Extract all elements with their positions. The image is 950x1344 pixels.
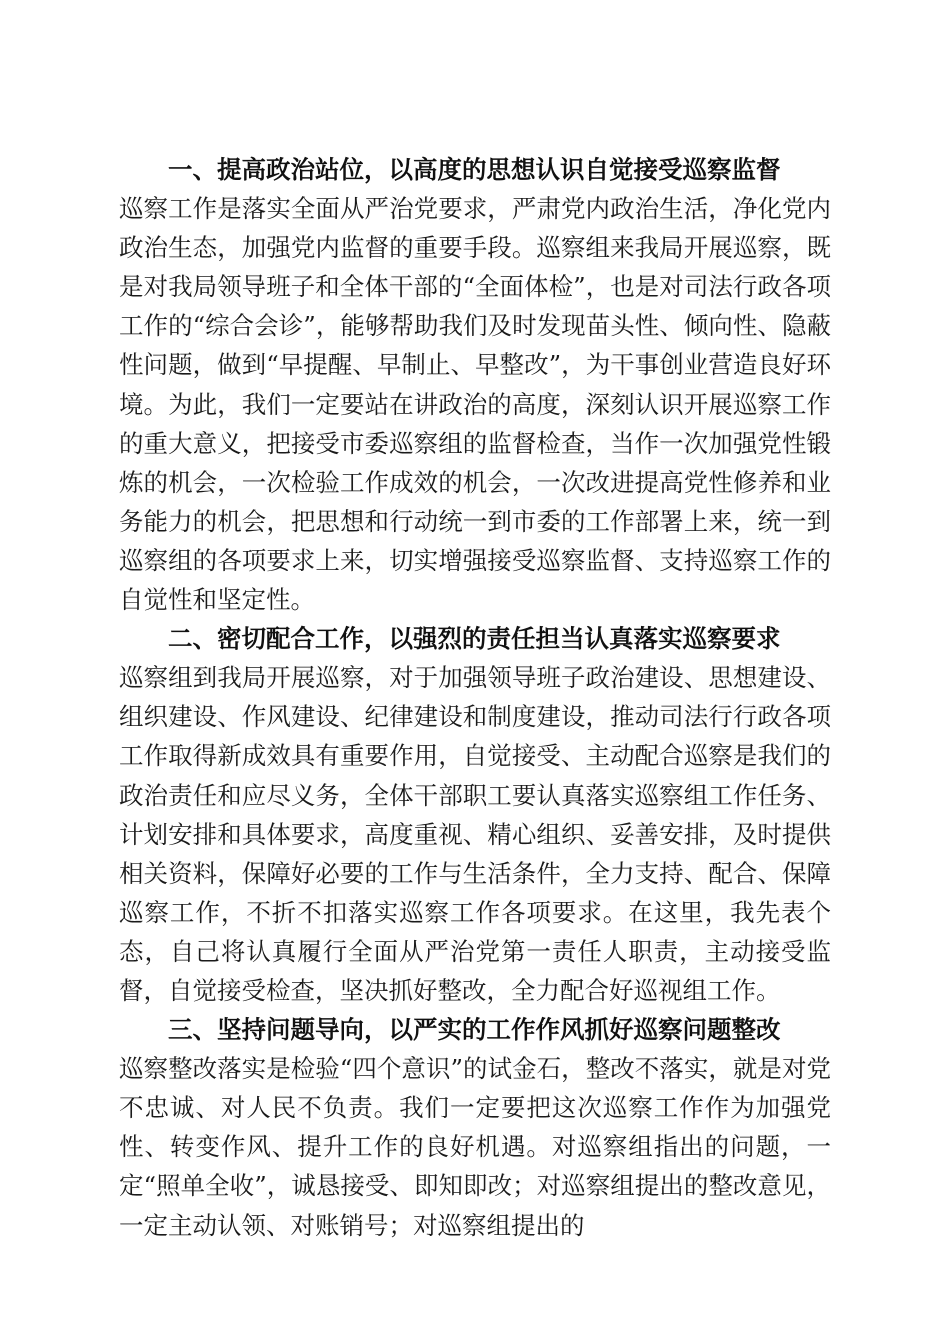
section-3-paragraph: 巡察整改落实是检验“四个意识”的试金石，整改不落实，就是对党不忠诚、对人民不负责。我们一定要把这次巡察工作作为加强党性、转变作风、提升工作的良好机遇。对巡察组指出的问题，一定“照单全收”，诚恳接受、即知即改；对巡察组提出的整改意见，一定主动认领、对账销号；对巡察组提出的	[119, 1054, 831, 1240]
section-1-paragraph: 巡察工作是落实全面从严治党要求，严肃党内政治生活，净化党内政治生态，加强党内监督的重要手段。巡察组来我局开展巡察，既是对我局领导班子和全体干部的“全面体检”，也是对司法行政各项工作的“综合会诊”，能够帮助我们及时发现苗头性、倾向性、隐蔽性问题，做到“早提醒、早制止、早整改”，为干事创业营造良好环境。为此，我们一定要站在讲政治的高度，深刻认识开展巡察工作的重大意义，把接受市委巡察组的监督检查，当作一次加强党性锻炼的机会，一次检验工作成效的机会，一次改进提高党性修养和业务能力的机会，把思想和行动统一到市委的工作部署上来，统一到巡察组的各项要求上来，切实增强接受巡察监督、支持巡察工作的自觉性和坚定性。	[119, 194, 831, 615]
section-3-heading: 三、坚持问题导向，以严实的工作作风抓好巡察问题整改	[168, 1015, 781, 1045]
section-2-heading: 二、密切配合工作，以强烈的责任担当认真落实巡察要求	[168, 624, 781, 654]
document-body	[119, 150, 831, 1245]
section-2-paragraph: 巡察组到我局开展巡察，对于加强领导班子政治建设、思想建设、组织建设、作风建设、纪律建设和制度建设，推动司法行行政各项工作取得新成效具有重要作用，自觉接受、主动配合巡察是我们的政治责任和应尽义务，全体干部职工要认真落实巡察组工作任务、计划安排和具体要求，高度重视、精心组织、妥善安排，及时提供相关资料，保障好必要的工作与生活条件，全力支持、配合、保障巡察工作，不折不扣落实巡察工作各项要求。在这里，我先表个态，自己将认真履行全面从严治党第一责任人职责，主动接受监督，自觉接受检查，坚决抓好整改，全力配合好巡视组工作。	[119, 663, 831, 1005]
section-1-heading: 一、提高政治站位，以高度的思想认识自觉接受巡察监督	[168, 155, 781, 184]
